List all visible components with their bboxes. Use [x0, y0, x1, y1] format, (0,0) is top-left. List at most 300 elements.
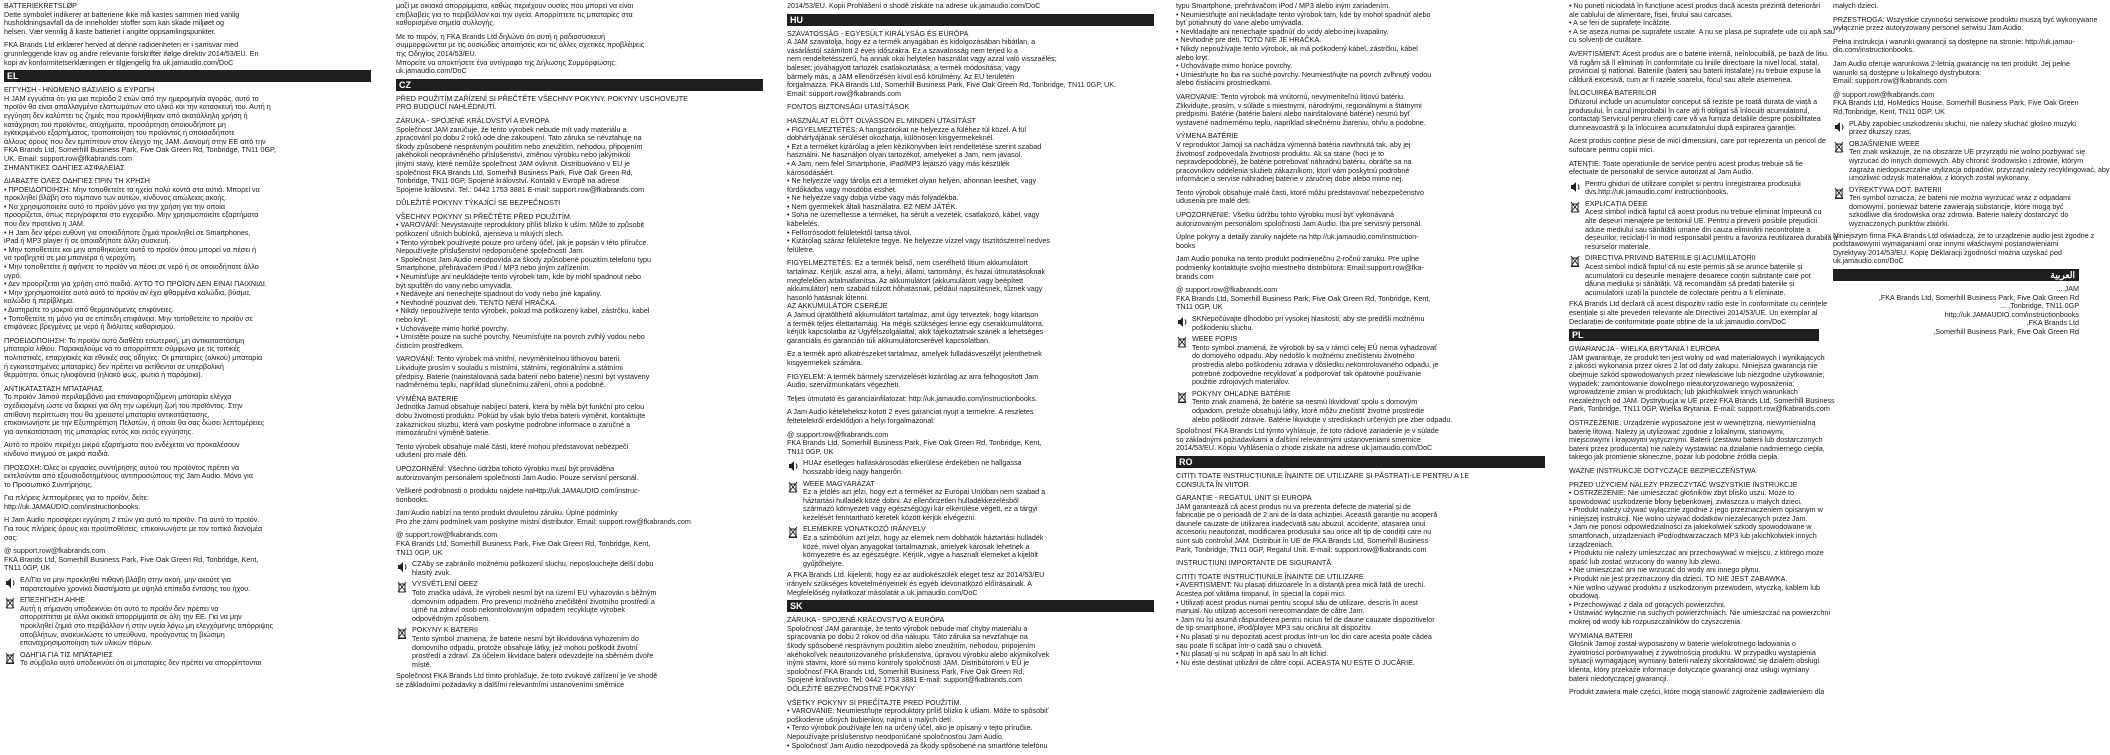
text-line: baterii przez producenta) nie należy wystawiać na działanie nadmiernego ciepła, [1569, 443, 1825, 453]
text-line: ΠΡΟΕΙΔΟΠΟΙΗΣΗ: Το προϊόν αυτό διαθέτει εσωτερική, μη αντικαταστάσιμη [4, 335, 245, 345]
text-line: alebo poškodiť zdravie. Batérie likvidujte v stredískach určených pre zber odpadu. [1192, 414, 1453, 424]
text-line: • Nedávejte ani nenechejte spadnout do vody nebo jiné kapaliny. [396, 289, 602, 299]
text-line: Difuzorul include un acumulator conceput să reziste pe toată durata de viață a [1569, 96, 1818, 106]
text-line: @ support.row@fkabrands.com [787, 429, 889, 439]
text-line: Teljes útmutató és garanciainfilatozat: http://uk.jamaudio.com/instructionbooks. [787, 393, 1038, 403]
text-line: domowymi, ponieważ baterie zawierają substancje, które mogą być [1849, 201, 2064, 211]
text-line: Zlikvidujte, prosím, v súlade s miestnymi, národnými, regionálnymi a štátnymi [1176, 100, 1422, 110]
block-sk [787, 616, 1154, 750]
text-line: BATTERIEKRETSLØP [4, 1, 77, 10]
text-line: CZAby se zabránilo možnému poškození sluchu, neposlouchejte delší dobu [412, 559, 654, 569]
text-line: být spuštěn do vany nebo umyvadla. [396, 280, 513, 290]
text-line: smartfonach, urządzeniach iPod/odtwarzaczach MP3 lub jakichkolwiek innych [1569, 531, 1817, 541]
text-line: WYMIANA BATERII [1569, 630, 1633, 640]
text-line: Nepoužívajte príslušenstvo neodporúčané spoločnosťou Jam Audio. [787, 731, 1004, 741]
icon-notice [1833, 120, 2079, 137]
text-line: domovním odpadem. Pro prevenci možného znečištění životního prostředí a [412, 596, 655, 606]
column-1 [0, 0, 375, 755]
text-line: Declarației de conformitate poate obține de la uk.jamaudio.com/DoC [1569, 316, 1787, 326]
text-line: PLAby zapobiec uszkodzeniu słuchu, nie należy słuchać głośno muzyki [1849, 118, 2076, 128]
text-line: Smartphone, přehrávačem iPod / MP3 nebo jiným zařízením. [396, 263, 591, 273]
text-line: • Jam nie ponosi odpowiedzialności za jakiekolwiek szkody spowodowane w [1569, 522, 1812, 532]
text-line: ΔΙΑΒΑΣΤΕ ΟΛΕΣ ΟΔΗΓΙΕΣ ΠΡΙΝ ΤΗ ΧΡΗΣΗ [4, 176, 150, 186]
text-line: υγρό. [4, 270, 22, 280]
text-line: πολιτιστικές, επαρχιακές και εθνικές σας οδηγίες. Οι μπαταρίες (ολικού) μπαταρία [4, 352, 263, 362]
text-line: • Felforrósodott felületektől tartsa távol. [787, 227, 912, 237]
volume-warning-icon [1176, 316, 1188, 328]
text-line: προκληθεί ζημιά στο περιβάλλον ή στην υγεία λόγω μη ελεγχόμενης απόρριψης [20, 621, 274, 630]
text-line: Ten znak wskazuje, że na obszarze UE przyrządu nie wolno pozbywać się [1849, 147, 2086, 157]
text-line: • Ezt a terméket kizárólag a jelen kézikönyvben leírt rendeltetése szerint szabad [787, 141, 1042, 151]
text-line: μαζί με οικιακά απορρίμματα, καθώς περιέχουν ουσίες που μπορεί να είναι [396, 1, 634, 10]
text-line: της Οδηγίας 2014/53/EU. [396, 48, 477, 58]
text-line: spracovania po dobu 2 rokov od dňa nákupu. Táto záruka sa nevzťahuje na [787, 632, 1028, 642]
text-line: jinými stavy, které nemůže společnost JAM ovlivnit. Distribuováno v EU je [396, 158, 630, 168]
text-line: Spojené kráľovstvo. Tel: 0442 1753 3881 E-mail: support@fkabrands.com [787, 675, 1022, 685]
text-line: poškodenie ušných bubienkov, najmä u malých detí. [787, 714, 954, 724]
text-line: • Nevkladajte ani nenechajte spadnúť do vody alebo inej kvapaliny. [1176, 26, 1389, 36]
text-line: żywotności porównywalnej z żywotnością produktu. W przypadku wystąpienia [1569, 647, 1816, 657]
text-line: • Nu este destinat utilizării de către copii. ACEASTA NU ESTE O JUCĂRIE. [1176, 657, 1415, 667]
icon-blocks [1833, 118, 2110, 229]
text-line: használni. Ne használjon olyan tartozékot, amelyeket a Jam, nem javasol. [787, 150, 1023, 160]
text-line: Μπορείτε να αποκτήσετε ένα αντίγραφο της Δήλωσης Συμμόρφωσης: [396, 57, 617, 67]
text-line: A JAM szavatolja, hogy ez a termék anyagában és kidolgozásában hibátlan, a [787, 37, 1036, 47]
text-line: • Produkt należy używać wyłącznie zgodnie z jego przeznaczeniem opisanym w [1569, 505, 1823, 515]
text-line: FIGYELMEZTETÉS: Ez a termék belső, nem cserélhető lítium akkumulátort [787, 258, 1028, 268]
weee-bin-icon [787, 481, 799, 493]
icon-blocks [1569, 178, 1838, 298]
text-line: niezależnych od JAM. Dystrybucja w UE przez FKA Brands Ltd, Somerhill Business [1569, 395, 1835, 405]
text-line: PŘED POUŽITÍM ZAŘÍZENÍ SI PŘEČTĚTE VŠECHNY POKYNY. POKYNY USCHOVEJTE [396, 93, 688, 103]
text-line: felületre. [787, 244, 815, 254]
text-line: ΕΠΕΞΗΓΗΣΗ ΑΗΗΕ [20, 595, 85, 605]
text-line: ÎNLOCUIREA BATERIILOR [1569, 88, 1657, 98]
text-line: VAROVANIE: Tento výrobok má vnútornú, nevymeniteľnú lítiovú batériu. [1176, 91, 1406, 101]
text-line: wyrzucać do innych domowych. Aby chronić środowisko i zdrowie, którym [1849, 155, 2084, 165]
text-line: • Nu plasați și nu depozitați acest produs într-un loc din care acesta poate cădea [1176, 632, 1432, 641]
text-line: Pro zhe zárni podmínek vam poskytne místní distributor. Email: support.row@fkabrands.com [396, 516, 691, 526]
text-line: • A se așeza numai pe suprafețe uscate. A nu se plasa pe suprafețe ude cu apă sau [1569, 26, 1835, 36]
section-header-pl: PL [1569, 329, 1819, 341]
text-line: predpismi. Batérie (batérie balení alebo nainštalované batérie) nesmú byť [1176, 109, 1411, 119]
weee-bin-icon [1176, 336, 1188, 348]
text-line: dobu životnosti produktu. Pokud by však bylo třeba baterii vyměnit, kontaktujte [396, 410, 646, 420]
text-line: • Η Jam δεν φέρει ευθύνη για οποιαδήποτε ζημιά προκληθεί σε Smartphones, [4, 227, 251, 237]
text-line: σας: [4, 532, 19, 542]
text-line: TN11 0GP, UK [4, 563, 51, 573]
text-line: zagraża niedopuszczalne utylizacja odpadów, przyrząd należy recyklingować, aby [1849, 164, 2110, 174]
text-line: • Nie umieszczać ani nie wrzucać do wody ani innego płynu. [1569, 565, 1761, 575]
text-line: • Uchovávejte mimo horké povrchy. [396, 323, 509, 333]
text-line: spaść lub zostać wrzucony do wanny lub zlewu. [1569, 556, 1722, 566]
text-line: • Μην τοποθετείτε ή αφήνετε το προϊόν να πέσει σε νερό ή σε οποιοδήποτε άλλο [4, 262, 259, 272]
text-line: Společnost FKA Brands Ltd tímto prohlašuje, že toto zvukové zařízení je ve shodě [396, 671, 658, 681]
text-line: INSTRUCȚIUNI IMPORTANTE DE SIGURANȚĂ [1176, 558, 1332, 568]
block-top [787, 2, 1154, 11]
text-line: Αυτή η σήμανση υποδεικνύει ότι αυτό το προϊόν δεν πρέπει να [20, 603, 219, 613]
text-line: προορίζεται, όπως περιγράφεται στο εγχειρίδιο. Μην χρησιμοποιείτε εξαρτήματα [4, 210, 259, 220]
text-line: Με το παρόν, η FKA Brands Ltd δηλώνει ότι αυτή η ραδιοσυσκευή [396, 31, 606, 41]
text-line: Spojené království. Tel.: 0442 1753 3881 E-mail: support.row@fkabrands.com [396, 184, 645, 194]
text-line: • Umístěte pouze na suché povrchy. Neumísťujte na povrch zvlhlý vodou nebo [396, 332, 645, 342]
text-line: Η Jam Audio προσφέρει εγγύηση 2 ετών για αυτό το προϊόν. Για αυτό το προϊόν. [4, 515, 260, 525]
text-line: uk.jamaudio.com/DoC [1833, 256, 1904, 266]
text-line: A FKA Brands Ltd. kijelenti, hogy ez az audiokészülék eleget tesz az 2014/53/EU [787, 570, 1045, 580]
icon-notice [1176, 335, 1545, 387]
text-line: spoločnosť FKA Brands Ltd, Somerhill Business Park, Five Oak Green Rd, [787, 666, 1025, 676]
text-line: Somerhill Business Park, Five Oak Green Rd, [1933, 327, 2079, 336]
text-line: • Jam nu își asumă răspunderea pentru niciun fel de daune cauzate dispozitivelor [1176, 614, 1435, 624]
text-line: FKA Brands Ltd, Somerhill Business Park, Five Oak Green Rd, Tonbridge, Kent, [1176, 293, 1431, 303]
text-line: DIRECTIVA PRIVIND BATERIILE ȘI ACUMULATORII [1585, 253, 1756, 263]
text-line: kérjük kapcsolatba az Ügyfélszolgálattal, akik tájékoztatnak szánék a lehetséges [787, 327, 1044, 337]
text-line: szkodliwe dla środowiska oraz zdrowia. Baterie należy dostarczyć do [1849, 210, 2069, 220]
text-line: DÔLEŽITÉ BEZPEČNOSTNÉ POKYNY [787, 683, 915, 693]
text-line: JAM garantează că acest produs nu va prezenta defecte de material și de [1176, 501, 1411, 511]
text-line: použitie zdrojových materiálov. [1192, 377, 1290, 387]
text-line: čisticím prostředkem. [396, 340, 464, 350]
icon-notice [787, 525, 1154, 568]
text-line: • Tento výrobek používejte pouze pro určený účel, jak je popsán v této příručce. [396, 237, 649, 247]
text-line: dobhártyájának sérülését okozhatja, különösen kisgyermekeknél. [787, 133, 995, 143]
text-line: • Nu puneți niciodată în funcțiune acest produs dacă acesta prezintă deteriorări [1569, 1, 1821, 10]
text-line: CONSULTA ÎN VIITOR. [1176, 479, 1251, 489]
text-line: typu Smartphone, prehrávačom iPod / MP3 alebo iným zariadením. [1176, 1, 1391, 10]
battery-bin-icon [1569, 255, 1581, 267]
text-line: ZÁRUKA - SPOJENÉ KRÁĽOVSTVO A EURÓPA [787, 615, 945, 625]
text-line: Tento symbol znamená, že výrobok by sa v rámci celej EÚ nema vyhadzovať [1192, 342, 1437, 352]
text-line: Rd,Tonbridge, Kent, TN11 0GP, UK [1833, 106, 1945, 116]
text-line: sufocare pentru copiii mici. [1569, 144, 1655, 154]
icon-blocks [4, 576, 371, 668]
block-ro-cont [1569, 1, 1835, 177]
block-top [4, 2, 371, 67]
icon-notice [4, 651, 371, 668]
text-line: καθορισμένα σημεία συλλογής. [396, 18, 495, 28]
text-line: A Jamud újratölthető akkumulátort tartalmaz, amit úgy terveztek, hogy kitartson [787, 310, 1039, 319]
text-line: FKA Brands Ltd, Somerhill Business Park, Five Oak Green Rd, Tonbridge, Kent, [787, 438, 1042, 448]
text-line: ΟΔΗΓΙΑ ΓΙΑ ΤΙΣ ΜΠΑΤΑΡΙΕΣ [20, 649, 113, 659]
text-line: άλλους όρους που δεν εμπίπτουν στον έλεγχο της JAM. Διανομή στην ΕΕ από την [4, 136, 266, 146]
text-line: Email: support.row@fkabrands.com [787, 88, 901, 98]
text-line: • Umiestňujte ho iba na suché povrchy. Neumiestňujte na povrch zvlhnutý vodou [1176, 69, 1432, 79]
text-line: FKA Brands Ltd, HoMedics House, Somerhill Business Park, Five Oak Green [1833, 98, 2079, 108]
text-line: kopi av konformitetserklæringen er tilgjengelig fra uk.jamaudio.com/DoC [4, 57, 234, 67]
text-line: poškodeniu sluchu. [1192, 322, 1254, 332]
text-line: căldură excesivă, cum ar fi razele soarelui, focul sau altele asemenea. [1569, 74, 1793, 84]
text-line: Tento znak znamená, že batérie sa nesmú likvidovať spolu s domovým [1192, 397, 1418, 407]
block-main [4, 86, 371, 573]
text-line: przez dłuższy czas. [1849, 127, 1912, 137]
text-line: FKA Brands Ltd erklærer herved at denne radioenheten er i samsvar med [4, 40, 239, 50]
text-line: TN11 0GP, UK [396, 547, 443, 557]
text-line: POKYNY OHĽADNE BATÉRIE [1192, 388, 1291, 398]
text-line: bármely más, a JAM ellenőrzésén kívül eső körülmény. Az EU területén [787, 71, 1015, 81]
section-header-cz: CZ [396, 79, 763, 91]
text-line: autorizovaným personálem společnosti Jam Audio. Pouze servisní personál. [396, 472, 639, 482]
text-line: poškození ušních bubínků, ajenseva u mluých slech. [396, 229, 564, 239]
text-line: vásárlástól számított 2 éves időszakra. Ez a szavatosság nem terjed ki a [787, 45, 1018, 55]
text-line: wprowadzenie zmian w produktach; lub jakichkolwiek innych warunkach [1569, 387, 1798, 397]
text-line: irányelv szükséges követelményeinek és egyéb idevonatkozó előírásainak. A [787, 579, 1032, 589]
text-line: Pełna instrukcja i warunki gwarancji są dostępne na stronie: http://uk.jamau- [1833, 36, 2075, 46]
text-line: CITIȚI TOATE INSTRUCȚIUNILE ÎNAINTE DE UTILIZARE ȘI PĂSTRAȚI-LE PENTRU A LE [1176, 470, 1470, 480]
text-line: károsodásáért. [787, 167, 835, 177]
text-line: Veškeré podrobnosti o produktu najdete naHttp://uk.JAMAUDIO.com/instruc- [396, 486, 641, 496]
text-line: životnosť zodpovedala životnosti produktu. Ak sa stane (hoci je to [1176, 148, 1385, 158]
text-line: Vă rugăm să îl eliminați în conformitate cu liniile directoare la nivel local, statal, [1569, 57, 1820, 67]
text-line: AVERTISMENT: Acest produs are o baterie internă, neînlocuibilă, pe bază de litiu. [1569, 48, 1829, 58]
text-line: nepravdepodobné), že batérie potrebovať náhradnú batériu, obráťte sa na [1176, 157, 1412, 167]
text-line: Η JAM εγγυάται ότι για μια περίοδο 2 ετών από την ημερομηνία αγοράς, αυτό το [4, 93, 259, 103]
text-line: • Nem gyermekek általi használatra. EZ NEM JÁTÉK. [787, 201, 958, 211]
text-line: @ support.row@fkabrands.com [396, 530, 498, 540]
text-line: • Μην χρησιμοποιείτε αυτό αυτό το προϊόν αν έχει φθαρμένα καλώδια, βύσμα, [4, 287, 251, 297]
text-line: Niniejszym firma FKA Brands Ltd oświadcza, że to urządzenie audio jest zgodne z [1833, 230, 2095, 240]
text-line: Ez a szimbólum azt jelzi, hogy az elemek nem dobhatók háztartási hulladék [803, 533, 1044, 543]
text-line: małych dzieci. [1833, 1, 1879, 10]
block-pl-cont [1833, 1, 2098, 117]
text-line: Park, Tonbridge, TN11 0GP, Wielka Brytania. E-mail: support.row@fkabrands.com [1569, 404, 1830, 414]
text-line: pracovníkov oddelenia služieb zákazníkom, ktorí vám poskytnú podrobné [1176, 165, 1410, 175]
text-line: mokrej od wody lub rozpuszczalników do czyszczenia. [1569, 617, 1742, 626]
text-line: επιφάνειες βρεγμένες με νερό ή διάλυτες καθαρισμού. [4, 322, 176, 332]
text-line: prostředí a zdraví. Za účelem likvidace baterii odevzdejte na sběrném dvoře [412, 651, 654, 661]
text-line: baleset; jóváhagyott tartozék csatlakoztatása; a termék módosítása; vagy [787, 62, 1021, 72]
text-line: FONTOS BIZTONSÁGI UTASÍTÁSOK [787, 102, 910, 112]
text-line: acumulatorii cu deșeurile menajere deoarece conțin substanțe care pot [1585, 270, 1811, 280]
text-line: επικοινωνήστε με την Εξυπηρέτηση Πελατών, ή οποία θα σας δώσει λεπτομέρειες [4, 418, 265, 428]
text-line: V reproduktor Jamoji sa nachádza výmenná batéria navrhnutá tak, aby jej [1176, 139, 1411, 149]
text-line: Tento symbol znamena, že baterie nesmí být likvidována vyhozením do [412, 634, 639, 643]
text-line: VÝMĚNA BATERIE [396, 393, 459, 403]
text-line: Jednotka Jamud obsahuje nabíjecí baterii, která by měla být funkční pro celou [396, 402, 645, 412]
text-line: PRO BUDOUCÍ NAHLÉDNUTÍ. [396, 102, 497, 112]
text-line: 2014/53/EU. Kopii Prohlášení o shodě získáte na adrese uk.jamaudio.com/DoC [787, 1, 1041, 10]
text-line: CITIȚI TOATE INSTRUCȚIUNILE ÎNAINTE DE UTILIZARE [1176, 571, 1364, 581]
text-line: GARANȚIE - REGATUL UNIT ȘI EUROPA [1176, 493, 1312, 503]
text-line: z jakości wykonania przez okres 2 lat od daty zakupu. Niniejsza gwarancja nie [1569, 361, 1818, 371]
text-line: Acest produs conține piese de mici dimensiuni, care pot reprezenta un pericol de [1569, 136, 1826, 146]
text-line: autorizovaným personálom spoločnosti Jam Audio. Iba pre servisný personál. [1176, 218, 1423, 228]
text-line: OSTRZEŻENIE: Urządzenie wyposażone jest w wewnętrzną, niewymienialną [1569, 417, 1816, 427]
text-line: ΕΛ/Για να μην προκληθεί πιθανή βλάβη στην ακοή, μην ακούτε για [20, 575, 231, 585]
text-line: για αντικατάσταση της μπαταρίας εντός και εκτός εγγύησης. [4, 426, 194, 436]
text-line: ELEMEKRE VONATKOZÓ IRÁNYELV [803, 524, 926, 534]
text-line: • A Jam, nem felel Smartphone, iPad/MP3 lejátszó vagy más készülék [787, 158, 1010, 168]
block-main [396, 95, 763, 558]
block-pl-doc [1833, 230, 2095, 266]
text-line: sunt sub controlul JAM. Distribuit în UE de FKA Brands Ltd, Somerhill Business [1176, 536, 1429, 546]
text-line: • Nevhodné pre deti. TOTO NIE JE HRAČKA. [1176, 35, 1322, 45]
text-line: prostredia alebo poškodeniu zdravia v dôsledku nekontrolovaného odpadu, je [1192, 359, 1439, 369]
text-line: • Ne helyezze vagy dobja vízbe vagy más folyadékba. [787, 193, 959, 203]
icon-blocks [787, 459, 1154, 568]
icon-notice [4, 596, 371, 648]
text-line: Audio, szervizmunkatárs végezheti. [787, 380, 901, 390]
text-line: iPad ή MP3 player ή σε οποιαδήποτε άλλη συσκευή. [4, 236, 171, 246]
block-rtl [1833, 285, 2079, 337]
text-line: το Προσωπικό Συντήρησης. [4, 479, 93, 489]
text-line: odpadom, pretože obsahujú látky, ktoré môžu znečistiť životné prostredie [1192, 405, 1425, 415]
text-line: να τραβηχτεί σε μια μπανιέρα ή νεροχύτη. [4, 253, 137, 263]
text-line: nadměrnému teplu, například slunečnímu záření, ohni a podobně. [396, 380, 606, 390]
text-line: produsului. În cazul improbabil în care aţi fi obligat să înlocuiți acumulatorul, [1569, 105, 1810, 115]
icon-notice [1569, 254, 1819, 297]
text-line: helsen. Vær vennlig å kaste batteriet i angitte oppsamlingspunkter. [4, 26, 216, 36]
text-line: JAM gwarantuje, że produkt ten jest wolny od wad materiałowych i wynikających [1569, 352, 1825, 362]
text-line: Dyrektywy 2014/53/EU. Kopię Deklaracji zgodności można uzyskać pod [1833, 247, 2062, 257]
icon-notice [1569, 180, 1819, 197]
text-line: VŠECHNY POKYNY SI PŘEČTĚTE PŘED POUŽITÍM. [396, 211, 572, 221]
text-line: PRZESTROGA: Wszystkie czynności serwisowe produktu muszą być wykonywane [1833, 14, 2098, 24]
block-tail [396, 672, 763, 689]
text-line: takiego jak promienie słoneczne, pożar lub podobne źródła ciepła. [1569, 452, 1780, 462]
icon-notice [1176, 315, 1545, 332]
text-line: wypadek; zamontowanie dowolnego nieautoryzowanego wyposażenia; [1569, 378, 1795, 388]
section-header-sk: SK [787, 600, 1154, 612]
text-line: baterię litową. Należy ją utylizować zgodnie z lokalnymi, stanowymi, [1569, 426, 1785, 436]
text-line: • Nikdy nepoužívejte tento výrobek, pokud má poškozený kabel, zástrčku, kabel [396, 306, 650, 316]
text-line: που δεν προτείνει η JAM. [4, 219, 85, 229]
text-line: 2014/53/EU. Kópiu Vyhlásenia o zhode získate na adrese uk.jamaudio.com/DoC [1176, 443, 1433, 453]
text-line: ZÁRUKA - SPOJENÉ KRÁLOVSTVÍ A EVROPA [396, 115, 550, 125]
block-top [396, 2, 763, 76]
text-line: aduse mediului sau sănătății umane din cauza eliminării necontrolate a [1585, 224, 1811, 234]
battery-bin-icon [4, 652, 16, 664]
text-line: hasonló hatásnak kitenni. [787, 292, 869, 302]
section-header-el: EL [4, 70, 371, 82]
text-line: WEEE MAGYARÁZAT [803, 478, 875, 488]
text-line: dumneavoastră şi la înlocuirea acumulatorului după expirarea garanţiei. [1569, 122, 1797, 132]
text-line: forgalmazza: FKA Brands Ltd, Somerhill Business Park, Five Oak Green Rd, Tonbridge, TN11 0GP, UK. [787, 80, 1117, 90]
weee-bin-icon [396, 581, 408, 593]
block-ro-doc [1569, 299, 1828, 326]
text-line: Ten symbol oznacza, że baterii nie można wyrzucać wraz z odpadami [1849, 193, 2071, 203]
text-line: grunnleggende krav og andre relevante forskrifter ifølge direktiv 2014/53/EU. En [4, 48, 259, 58]
text-line: jakéhokoli neoprávněného příslušenství, změnou výrobku nebo jakýmikoli [396, 150, 631, 160]
text-line: brands.com [1176, 271, 1214, 281]
battery-bin-icon [1176, 391, 1188, 403]
text-line: efectuate de personalul de service autorizat al Jam Audio. [1569, 167, 1754, 177]
volume-warning-icon [4, 577, 16, 589]
text-line: • Produktu nie należy umieszczać ani przechowywać w miejscu, z którego może [1569, 548, 1824, 558]
text-line: books [1176, 240, 1196, 250]
text-line: Αυτό το προϊόν περιέχει μικρά εξαρτήματα που ενδέχεται να προκαλέσουν [4, 440, 240, 450]
column-4 [1172, 0, 1549, 755]
text-line: so základnými požiadavkami a ďalšími relevantnými ustanoveniami smernice [1176, 434, 1421, 444]
text-line: resurselor materiale. [1585, 241, 1651, 251]
text-line: Produkt zawiera małe części, które mogą stanowić zagrożenie zadławieniem dla [1569, 687, 1825, 697]
text-line: σχεδιασμένη ώστε να διαρκεί για όλη την ωφέλιμη ζωή του προϊόντος. Στην [4, 400, 243, 410]
text-line: fürdőkádba vagy mosdóba esshet. [787, 184, 897, 194]
text-line: Ez a termék apró alkatrészeket tartalmaz, amelyek fulladásveszélyt jelenthetnek [787, 349, 1042, 359]
text-line: ή εγκατεστημένες μπαταρίες) δεν πρέπει να εκτίθενται σε υπερβολική [4, 361, 224, 371]
icon-notice [396, 560, 763, 577]
volume-warning-icon [1569, 181, 1581, 193]
text-line: esențiale și alte prevederi relevante ale Directivei 2014/53/UE. Un exemplar al [1569, 308, 1818, 317]
text-line: Spoločnosť FKA Brands Ltd týmto vyhlasuje, že toto rádiové zariadenie je v súlade [1176, 426, 1439, 436]
icon-notice [787, 480, 1154, 523]
text-line: Για τους πλήρεις όρους και προϋποθέσεις, επικοινωνήστε με τον τοπικό διανομέα [4, 524, 263, 534]
text-line: wyłącznie przez autoryzowany personel serwisu Jam Audio. [1833, 23, 2024, 33]
text-line: • Nevhodné pouzivat deti. TENTO NENÍ HRAČKA. [396, 297, 557, 307]
icon-notice [4, 576, 371, 593]
text-line: A Jam Audio kételeheksz kotott 2 eves garanciat nyujt a termekre. A reszletes [787, 407, 1034, 417]
text-line: Dette symbolet indikerer at batteriene ikke må kastes sammen med vanlig [4, 9, 240, 19]
text-line: FKA Brands Ltd, Somerhill Business Park, Five Oak Green Rd, Tonbridge, Kent, [4, 554, 259, 564]
text-line: husholdningsavfall da de inneholder stoffer som kan skade miljøet og [4, 18, 225, 28]
icon-notice [1176, 390, 1545, 424]
text-line: wyznaczonych punktów zbiórki. [1849, 219, 1950, 229]
text-line: podstawowymi wymaganiami oraz innymi właściwymi postanowieniami [1833, 239, 2059, 249]
text-line: Tonbridge, TN11 0GP, Spojené království. Kontakt v Evropě na adrese [396, 176, 620, 186]
icon-blocks [1176, 315, 1545, 424]
section-header-ar: العربية [1833, 269, 2079, 281]
text-line: potrebné zodpovedne recyklovať a podporovať tak opätovné používanie [1192, 368, 1422, 378]
text-line: předpisy. Baterie (nainstalovaná sada baterií nebo baterie) nesmí být vystaveny [396, 371, 650, 381]
text-line: προϊόν θα είναι απαλλαγμένο ελαττωμάτων στο υλικό και την κατασκευή του. Αυτή η [4, 102, 271, 112]
text-line: alebo čistiacimi prostriedkami. [1176, 78, 1272, 88]
weee-bin-icon [1833, 141, 1845, 153]
text-line: εγκεκριμένου εξαρτήματος, τροποποίηση του προϊόντος ή οποιασδήποτε [4, 128, 235, 138]
text-line: • Tento výrobok používajte len na určený účel, ako je opísaný v tejto príručke. [787, 723, 1033, 733]
text-line: Tonbridge, TN11 0GP, ... [2000, 301, 2079, 311]
text-line: alebo kryt. [1176, 52, 1210, 62]
text-line: @ support.row@fkabrands.com [4, 546, 106, 556]
text-line: zpracování po dobu 2 roků ode dne zakoupení. Tato záruka se nevztahuje na [396, 133, 642, 143]
text-line: contactaţi Serviciul pentru clienţi care vă va furniza detaliile despre posibilitatea [1569, 114, 1821, 124]
text-line: místě. [412, 659, 432, 669]
text-line: se základními požadavky a dalšími relevantními ustanoveními směrnice [396, 679, 625, 689]
text-line: VÝMENA BATÉRIE [1176, 131, 1239, 141]
text-line: PRZED UŻYCIEM NALEŻY PRZECZYTAĆ WSZYSTKIE INSTRUKCJE [1569, 479, 1798, 489]
text-line: παρατεταμένα χρονικά διαστήματα με υψηλά επίπεδα έντασης του ήχου. [20, 583, 251, 593]
text-line: συμμορφώνεται με τις ουσιώδεις απαιτήσεις και τις άλλες σχετικές προβλέψεις [396, 40, 645, 50]
text-line: fabricație pe o perioadă de 2 ani de la data achiziției. Această garanție nu acoperă [1176, 510, 1438, 520]
text-line: Email: support.row@fkabrands.com [1833, 76, 1947, 86]
text-line: klienta, który przekaże informacje dotyczące gwarancji oraz usługi wymiany [1569, 664, 1810, 674]
text-line: Acest simbol indică faptul că acest produs nu trebuie eliminat împreună cu [1585, 207, 1822, 217]
text-line: απίθανη περίπτωση που θα χρειαστεί μπαταρία αντικατάστασης, [4, 409, 210, 419]
text-line: Nepoužívejte příslušenství nedoporučené společností Jam. [396, 246, 585, 256]
text-line: spowodować uszkodzenie błony bębenkowej, zwłaszcza u małych dzieci. [1569, 496, 1802, 506]
text-line: • Ne helyezze vagy tárolja ezt a terméket olyan helyen, ahonnan leeshet, vagy [787, 176, 1037, 186]
text-line: urządzeniach. [1569, 539, 1614, 549]
text-line: • FIGYELMEZTETÉS: A hangszórókat ne helyezze a füléhez túl közel. A fül [787, 124, 1027, 134]
battery-bin-icon [787, 526, 799, 538]
text-line: warunki są dostępne u lokalnego dystrybutora: [1833, 67, 1982, 77]
text-line: • Neumisťujte ani neukládejte tento výrobek tam, kde by mohl spadnout nebo [396, 272, 641, 282]
text-line: καλώδιο ή περίβλημα. [4, 296, 75, 306]
text-line: • Utilizați acest produs numai pentru scopul său de utilizare, descris în acest [1176, 597, 1418, 607]
text-line: • Neumiestňujte ani neukladajte tento výrobok tam, kde by mohol spadnúť alebo [1176, 9, 1431, 19]
weee-bin-icon [4, 597, 16, 609]
text-line: ΣΗΜΑΝΤΙΚΕΣ ΟΔΗΓΙΕΣ ΑΣΦΑΛΕΙΑΣ [4, 162, 125, 172]
text-line: • Διατηρείτε το μακριά από θερμαινόμενες επιφάνειες. [4, 305, 175, 314]
text-line: κίνδυνο πνιγμού σε μικρά παιδιά. [4, 448, 110, 458]
text-line: HUAz esetleges halláskárosodás elkerülése érdekében ne hallgassa [803, 458, 1022, 468]
text-line: • Τοποθετείτε τη μόνο για σε επίπεδη επιφάνεια. Μην τοποθετείτε το προϊόν σε [4, 313, 253, 323]
text-line: VŠETKY POKYNY SI PREČÍTAJTE PRED POUŽITÍM. [787, 697, 962, 707]
text-line: FKA Brands Ltd, Somerhill Business Park, Five Oak Green Rd, Tonbridge, Kent, [396, 539, 651, 549]
text-line: • Produkt nie jest przeznaczony dla dzieci. TO NIE JEST ZABAWKA. [1569, 574, 1788, 584]
text-line: közé, mivel olyan anyagokat tartalmaznak, amelyek károsak lehetnek a [803, 541, 1030, 551]
text-line: škody spôsobené nesprávnym použitím alebo zneužitím, nehodou, pripojením [787, 641, 1036, 650]
text-line: akkumulátor) nem szabad túlzott hőhatásnak, például napsütésnek, tűznek vagy [787, 284, 1043, 294]
text-line: FIGYELEM: A termék bármely szervizelését kizárólag az arra felhogosított Jam [787, 371, 1039, 381]
